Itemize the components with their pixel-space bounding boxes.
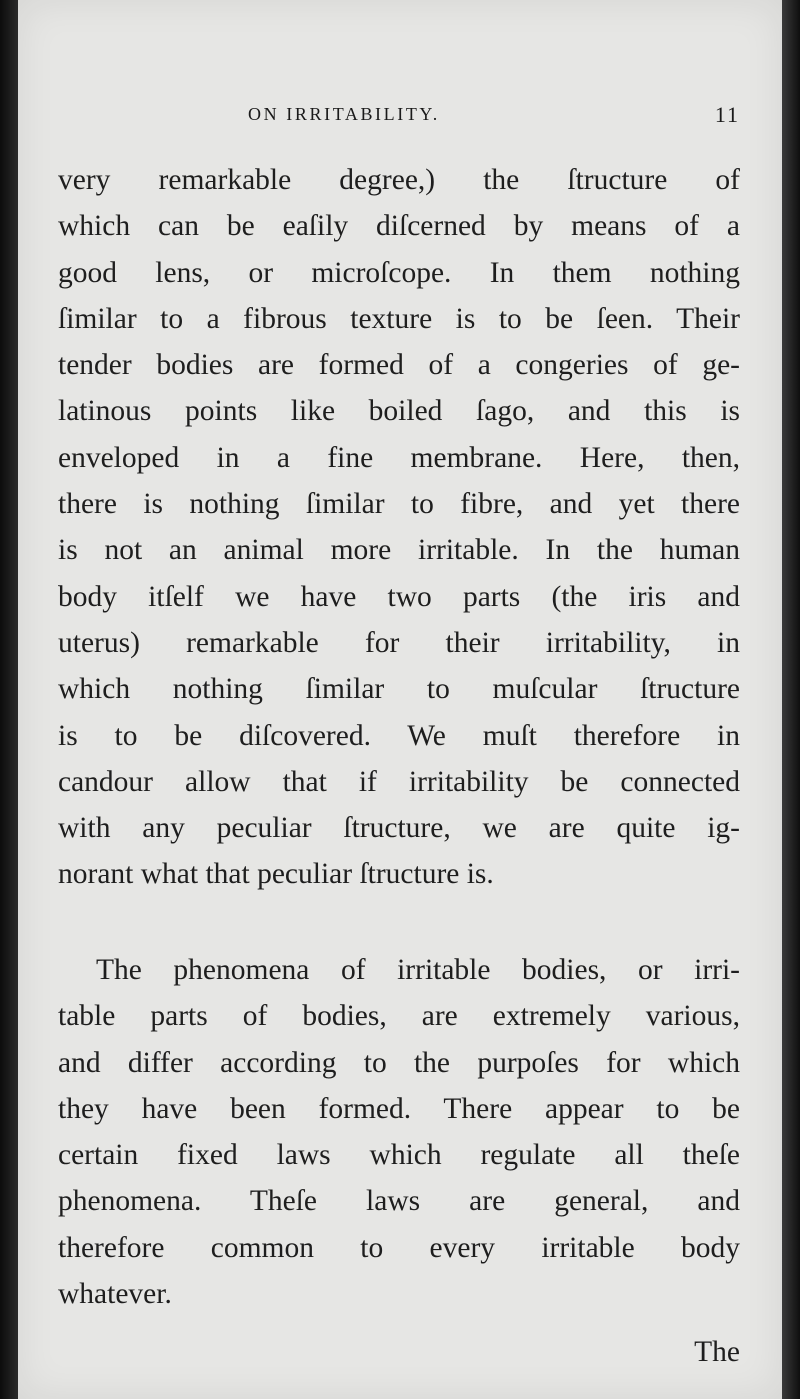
text-line: good lens, or microſcope. In them nothing bbox=[58, 256, 740, 289]
text-line: is to be diſcovered. We muſt therefore in bbox=[58, 719, 740, 752]
page-number: 11 bbox=[714, 102, 740, 127]
text-line: uterus) remarkable for their irritability, in bbox=[58, 626, 740, 659]
text-line: is not an animal more irritable. In the human bbox=[58, 534, 740, 567]
text-line: tender bodies are formed of a congeries of ge- bbox=[58, 349, 740, 382]
text-line: therefore common to every irritable body bbox=[58, 1231, 740, 1264]
book-page bbox=[18, 0, 782, 1399]
page-header bbox=[18, 104, 782, 134]
text-line: candour allow that if irritability be connected bbox=[58, 765, 740, 798]
page-edge-shadow bbox=[782, 0, 800, 1399]
text-line: norant what that peculiar ſtructure is. bbox=[58, 858, 494, 891]
text-line: which nothing ſimilar to muſcular ſtructure bbox=[58, 673, 740, 706]
paragraph-1 bbox=[58, 157, 740, 898]
text-line: and differ according to the purpoſes for which bbox=[58, 1046, 740, 1079]
text-line: whatever. bbox=[58, 1278, 172, 1311]
running-title: ON IRRITABILITY. bbox=[248, 104, 440, 124]
text-line: which can be eaſily diſcerned by means of a bbox=[58, 210, 740, 243]
paragraph-2 bbox=[58, 947, 740, 1317]
text-line: there is nothing ſimilar to fibre, and yet there bbox=[58, 488, 740, 521]
text-line: The phenomena of irritable bodies, or irri- bbox=[96, 954, 740, 986]
text-line: with any peculiar ſtructure, we are quite ig- bbox=[58, 812, 740, 845]
text-line: body itſelf we have two parts (the iris and bbox=[58, 580, 740, 613]
text-line: very remarkable degree,) the ſtructure of bbox=[58, 164, 740, 196]
text-line: latinous points like boiled ſago, and this is bbox=[58, 395, 740, 428]
text-line: phenomena. Theſe laws are general, and bbox=[58, 1185, 740, 1218]
text-line: enveloped in a fine membrane. Here, then, bbox=[58, 441, 740, 474]
text-line: table parts of bodies, are extremely various, bbox=[58, 1000, 740, 1033]
text-line: ſimilar to a fibrous texture is to be ſeen. Their bbox=[58, 302, 740, 335]
page-gutter-shadow bbox=[0, 0, 18, 1399]
catchword: The bbox=[694, 1336, 740, 1368]
text-line: they have been formed. There appear to be bbox=[58, 1092, 740, 1125]
text-line: certain fixed laws which regulate all theſe bbox=[58, 1139, 740, 1172]
